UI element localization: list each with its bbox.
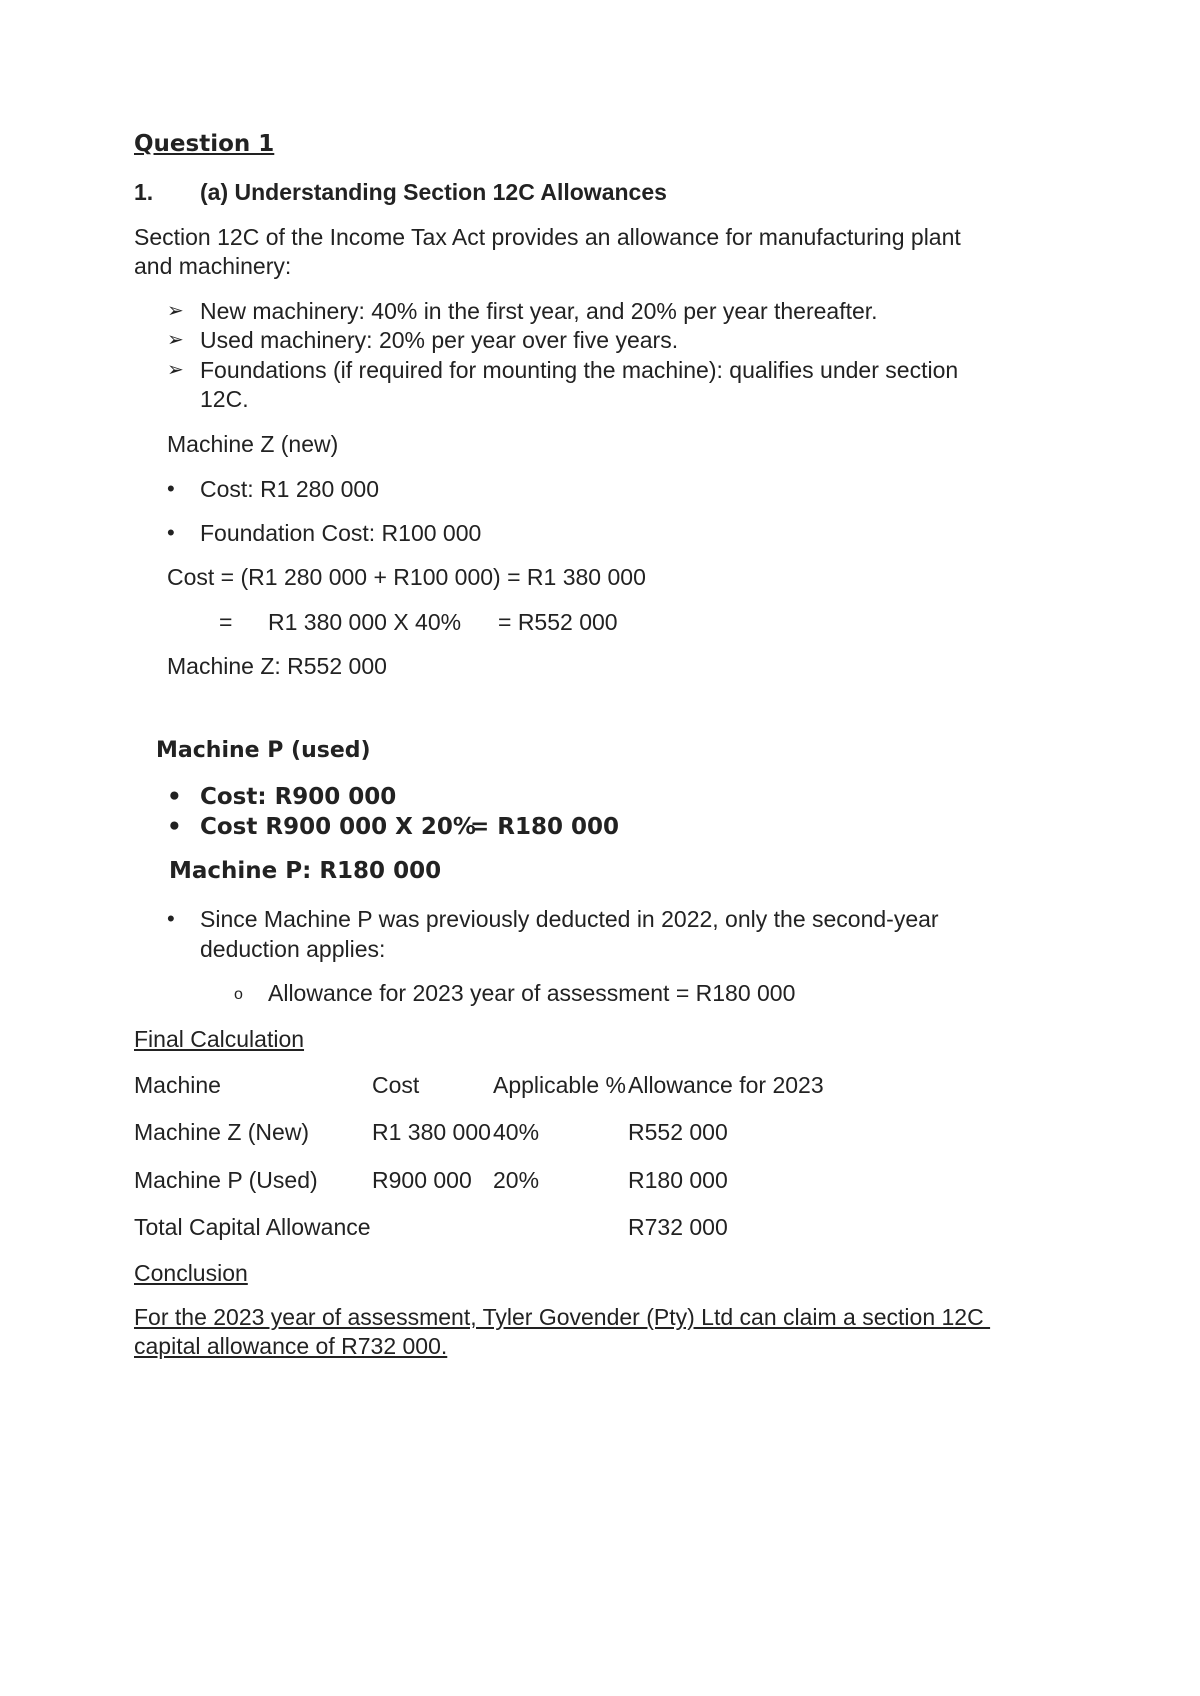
rule-foundations: Foundations (if required for mounting the machine): qualifies under section <box>200 357 959 383</box>
arrow-bullet-icon: ➢ <box>167 359 184 381</box>
machine-p-cost: Cost: R900 000 <box>200 784 397 810</box>
conclusion-line2: capital allowance of R732 000. <box>134 1333 448 1359</box>
table-header-applicable-pct: Applicable % <box>493 1072 626 1098</box>
machine-z-calc-mid: R1 380 000 X 40% <box>268 609 462 635</box>
machine-z-title: Machine Z (new) <box>167 431 339 457</box>
table-total-label: Total Capital Allowance <box>134 1214 371 1240</box>
table-cell-machine: Machine P (Used) <box>134 1167 318 1193</box>
table-cell-allowance: R552 000 <box>628 1119 728 1145</box>
machine-p-title: Machine P (used) <box>156 738 371 763</box>
question-title: Question 1 <box>134 131 275 157</box>
table-total-value: R732 000 <box>628 1214 728 1240</box>
intro-paragraph-line1: Section 12C of the Income Tax Act provides an allowance for manufacturing plant <box>134 224 961 250</box>
machine-z-foundation-cost: Foundation Cost: R100 000 <box>200 520 482 546</box>
section-heading: (a) Understanding Section 12C Allowances <box>200 179 667 205</box>
intro-paragraph-line2: and machinery: <box>134 253 292 279</box>
table-header-allowance: Allowance for 2023 <box>628 1072 824 1098</box>
arrow-bullet-icon: ➢ <box>167 300 184 322</box>
table-cell-cost: R900 000 <box>372 1167 472 1193</box>
table-header-cost: Cost <box>372 1072 420 1098</box>
table-cell-cost: R1 380 000 <box>372 1119 491 1145</box>
machine-p-allowance-2023: Allowance for 2023 year of assessment = R180 000 <box>268 980 796 1006</box>
machine-p-note-line2: deduction applies: <box>200 936 386 962</box>
final-calculation-heading: Final Calculation <box>134 1026 305 1052</box>
machine-p-calc: Cost R900 000 X 20% <box>200 814 476 840</box>
sub-bullet-icon: o <box>234 986 243 1003</box>
table-cell-allowance: R180 000 <box>628 1167 728 1193</box>
machine-z-calc-line: Cost = (R1 280 000 + R100 000) = R1 380 000 <box>167 564 646 590</box>
bullet-dot-icon: • <box>167 906 175 931</box>
table-cell-pct: 20% <box>493 1167 540 1193</box>
bullet-dot-icon: • <box>167 476 175 501</box>
conclusion-line1: For the 2023 year of assessment, Tyler Govender (Pty) Ltd can claim a section 12C <box>134 1304 991 1330</box>
bullet-dot-icon: • <box>167 814 182 840</box>
machine-z-calc-eq: = <box>219 609 233 635</box>
bullet-dot-icon: • <box>167 520 175 545</box>
table-header-machine: Machine <box>134 1072 221 1098</box>
section-number: 1. <box>134 179 154 205</box>
arrow-bullet-icon: ➢ <box>167 329 184 351</box>
table-cell-machine: Machine Z (New) <box>134 1119 310 1145</box>
machine-p-calc-result: = R180 000 <box>470 814 620 840</box>
rule-foundations-cont: 12C. <box>200 386 249 412</box>
bullet-dot-icon: • <box>167 784 182 810</box>
machine-p-note-line1: Since Machine P was previously deducted in 2022, only the second-year <box>200 906 939 932</box>
conclusion-heading: Conclusion <box>134 1260 248 1286</box>
rule-used-machinery: Used machinery: 20% per year over five years. <box>200 327 679 353</box>
machine-p-total: Machine P: R180 000 <box>169 858 442 884</box>
table-cell-pct: 40% <box>493 1119 540 1145</box>
machine-z-total: Machine Z: R552 000 <box>167 653 387 679</box>
machine-z-calc-result: = R552 000 <box>498 609 618 635</box>
rule-new-machinery: New machinery: 40% in the first year, and 20% per year thereafter. <box>200 298 878 324</box>
machine-z-cost: Cost: R1 280 000 <box>200 476 380 502</box>
